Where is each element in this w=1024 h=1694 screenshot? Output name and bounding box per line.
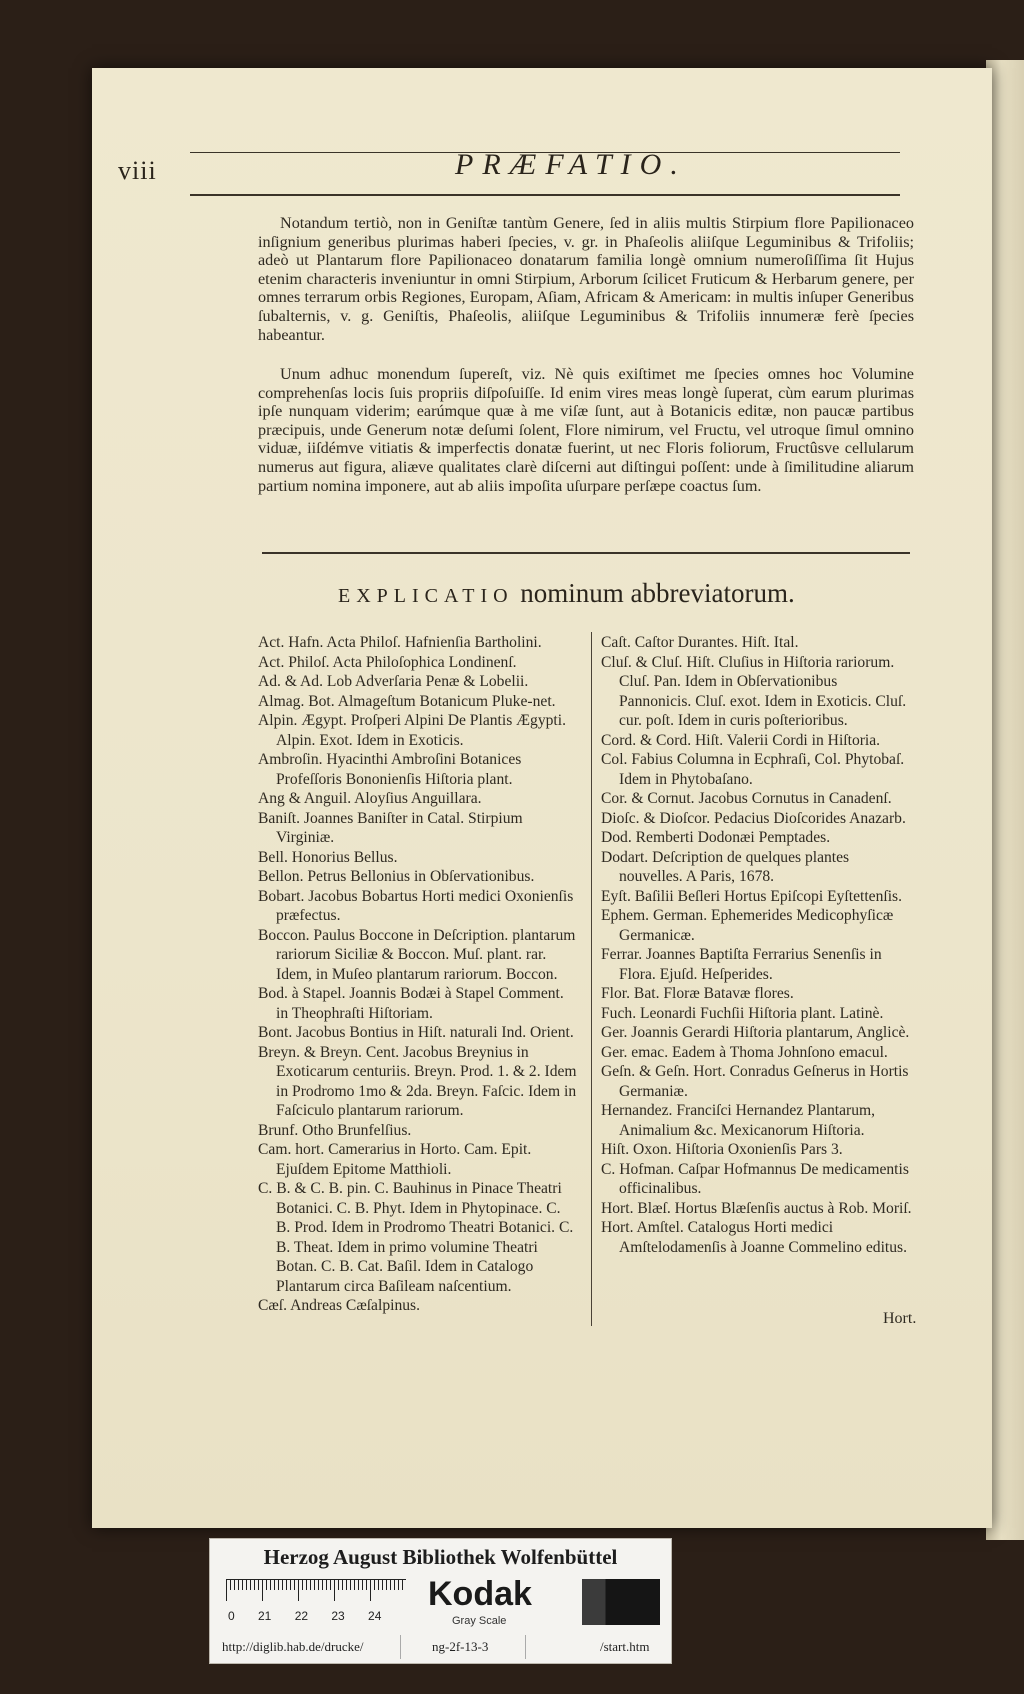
- abbrev-entry: Flor. Bat. Floræ Batavæ flores.: [601, 985, 794, 1002]
- abbrev-entry: Ang & Anguil. Aloyſius Anguillara.: [258, 790, 482, 807]
- abbrev-entry: Hernandez. Franciſci Hernandez Plantarum, Animalium &c. Mexicanorum Hiſtoria.: [601, 1102, 876, 1139]
- ruler-major-ticks: [226, 1579, 406, 1601]
- abbrev-entry: C. B. & C. B. pin. C. Bauhinus in Pinace Theatri Botanici. C. B. Phyt. Idem in Phytopinace. C. B. Prod. Idem in Prodromo Theatri Botanici. C. B. Theat. Idem in primo volumine Theatri Botan. C. B. Cat. Baſil. Idem in Catalogo Plantarum circa Baſileam naſcentium.: [258, 1180, 574, 1295]
- paragraph-2: Unum adhuc monendum ſupereſt, viz. Nè quis exiſtimet me ſpecies omnes hoc Volumine comprehenſas locis ſuis propriis diſpoſuiſſe. Id enim vires meas longè ſuperat, cùm earum plurimas ipſe nunquam viderim; earúmque quæ à me viſæ ſunt, aut à Botanicis editæ, non paucæ partibus præcipuis, unde Generum notæ deſumi ſolent, Flore nimirum, vel Fructu, vel utroque ſimul omnino viduæ, iiſdémve vitiatis & imperfectis donatæ fuerint, ut nec Floris foliorum, Fructûsve cellularum numerus aut figura, aliæve qualitates clarè diſcerni aut diſtingui poſſent: unde à ſimilitudine aliarum partium nomina imponere, aut ab aliis impoſita uſurpare perſæpe coactus ſum.: [258, 365, 914, 495]
- library-name: Herzog August Bibliothek Wolfenbüttel: [263, 1545, 618, 1569]
- abbrev-entry: Ferrar. Joannes Baptiſta Ferrarius Senenſis in Flora. Ejuſd. Heſperides.: [601, 946, 882, 983]
- abbrev-entry: Geſn. & Geſn. Hort. Conradus Geſnerus in Hortis Germaniæ.: [601, 1063, 909, 1100]
- right-column: [601, 633, 913, 1257]
- abbrev-entry: Caſt. Caſtor Durantes. Hiſt. Ital.: [601, 634, 799, 651]
- running-title: PRÆFATIO.: [455, 148, 687, 181]
- page-number: viii: [118, 156, 157, 185]
- shelfmark: ng-2f-13-3: [432, 1639, 489, 1654]
- abbrev-entry: Cluſ. & Cluſ. Hiſt. Cluſius in Hiſtoria rariorum. Cluſ. Pan. Idem in Obſervationibus Pannonicis. Cluſ. exot. Idem in Exoticis. Cluſ. cur. poſt. Idem in curis poſterioribus.: [601, 653, 907, 729]
- left-column: [258, 633, 578, 1316]
- abbrev-entry: Dod. Remberti Dodonæi Pemptades.: [601, 829, 831, 846]
- abbrev-entry: C. Hofman. Caſpar Hofmannus De medicamentis officinalibus.: [601, 1160, 909, 1197]
- abbrev-entry: Boccon. Paulus Boccone in Deſcription. plantarum rariorum Siciliæ & Boccon. Muſ. plant. rar. Idem, in Muſeo plantarum rariorum. Boccon.: [258, 926, 576, 983]
- start-path: /start.htm: [600, 1639, 650, 1654]
- abbrev-entry: Act. Philoſ. Acta Philoſophica Londinenſ.: [258, 653, 517, 671]
- ruler-numbers: 0 21 22 23 24: [228, 1609, 382, 1623]
- abbrev-entry: Cam. hort. Camerarius in Horto. Cam. Epit. Ejuſdem Epitome Matthioli.: [258, 1141, 532, 1178]
- kodak-logo: Kodak: [428, 1575, 532, 1613]
- abbrev-entry: Brunf. Otho Brunfelſius.: [258, 1121, 412, 1139]
- abbrev-entry: Hiſt. Oxon. Hiſtoria Oxonienſis Pars 3.: [601, 1141, 843, 1158]
- abbrev-entry: Fuch. Leonardi Fuchſii Hiſtoria plant. Latinè.: [601, 1004, 884, 1022]
- column-divider: [591, 632, 592, 1326]
- abbrev-entry: Bod. à Stapel. Joannis Bodæi à Stapel Comment. in Theophraſti Hiſtoriam.: [258, 985, 564, 1022]
- abbrev-entry: Act. Hafn. Acta Philoſ. Hafnienſia Bartholini.: [258, 634, 542, 651]
- abbrev-entry: Col. Fabius Columna in Ecphraſi, Col. Phytobaſ. Idem in Phytobaſano.: [601, 751, 905, 788]
- abbrev-entry: Bell. Honorius Bellus.: [258, 848, 398, 866]
- abbrev-entry: Cord. & Cord. Hiſt. Valerii Cordi in Hiſtoria.: [601, 731, 881, 749]
- abbrev-entry: Eyſt. Baſilii Beſleri Hortus Epiſcopi Eyſtettenſis.: [601, 887, 903, 905]
- abbrev-entry: Cæſ. Andreas Cæſalpinus.: [258, 1297, 421, 1314]
- abbrev-entry: Alpin. Ægypt. Proſperi Alpini De Plantis Ægypti. Alpin. Exot. Idem in Exoticis.: [258, 712, 566, 749]
- catchword: Hort.: [883, 1310, 917, 1327]
- library-url: http://diglib.hab.de/drucke/: [222, 1639, 364, 1654]
- abbrev-entry: Ger. Joannis Gerardi Hiſtoria plantarum, Anglicè.: [601, 1024, 910, 1041]
- library-color-target: [209, 1538, 672, 1664]
- abbrev-entry: Ambroſin. Hyacinthi Ambroſini Botanices Profeſſoris Bononienſis Hiſtoria plant.: [258, 751, 522, 788]
- section-rule: [262, 552, 910, 554]
- abbrev-entry: Dioſc. & Dioſcor. Pedacius Dioſcorides Anazarb.: [601, 809, 906, 827]
- url-separator: [400, 1635, 401, 1659]
- gray-swatch: [582, 1579, 660, 1625]
- abbrev-entry: Cor. & Cornut. Jacobus Cornutus in Canadenſ.: [601, 790, 892, 807]
- abbrev-entry: Baniſt. Joannes Baniſter in Catal. Stirpium Virginiæ.: [258, 809, 523, 846]
- paragraph-1: Notandum tertiò, non in Geniſtæ tantùm Genere, ſed in aliis multis Stirpium flore Papilionaceo inſignium generibus plurimas haberi ſpecies, v. gr. in Phaſeolis aliiſque Leguminibus & Trifoliis; adeò ut Plantarum flore Papilionaceo donatarum familia longè omnium numeroſiſſima ſit Hujus etenim characteris inveniuntur in omni Stirpium, Arborum ſcilicet Fruticum & Herbarum genere, per omnes terrarum orbis Regiones, Europam, Aſiam, Africam & Americam: in multis inſuper Generibus ſubalternis, v. g. Geniſtis, Phaſeolis, aliiſque Leguminibus & Trifoliis innumeræ ferè ſpecies habeantur.: [258, 214, 914, 344]
- abbrev-entry: Bellon. Petrus Bellonius in Obſervationibus.: [258, 868, 535, 885]
- abbrev-entry: Dodart. Deſcription de quelques plantes nouvelles. A Paris, 1678.: [601, 848, 850, 885]
- abbrev-entry: Bont. Jacobus Bontius in Hiſt. naturali Ind. Orient.: [258, 1024, 574, 1041]
- section-title-smallcaps: EXPLICATIO: [338, 585, 514, 607]
- header-rule-bottom: [190, 194, 900, 196]
- abbrev-entry: Ephem. German. Ephemerides Medicophyſicæ Germanicæ.: [601, 907, 894, 944]
- abbrev-entry: Ger. emac. Eadem à Thoma Johnſono emacul.: [601, 1043, 888, 1061]
- section-title-rest: nominum abbreviatorum.: [520, 578, 795, 608]
- abbrev-entry: Breyn. & Breyn. Cent. Jacobus Breynius in Exoticarum centuriis. Breyn. Prod. 1. & 2. Idem in Prodromo 1mo & 2da. Breyn. Faſcic. Idem in Faſciculo plantarum rariorum.: [258, 1043, 577, 1119]
- abbrev-entry: Hort. Blæſ. Hortus Blæſenſis auctus à Rob. Moriſ.: [601, 1199, 912, 1217]
- abbrev-entry: Bobart. Jacobus Bobartus Horti medici Oxonienſis præfectus.: [258, 887, 574, 924]
- abbrev-entry: Almag. Bot. Almageſtum Botanicum Pluke-net.: [258, 692, 556, 710]
- abbrev-entry: Hort. Amſtel. Catalogus Horti medici Amſtelodamenſis à Joanne Commelino editus.: [601, 1219, 908, 1256]
- abbrev-entry: Ad. & Ad. Lob Adverſaria Penæ & Lobelii.: [258, 673, 529, 690]
- section-title: [338, 578, 795, 609]
- url-separator: [525, 1635, 526, 1659]
- gray-scale-label: Gray Scale: [452, 1615, 507, 1627]
